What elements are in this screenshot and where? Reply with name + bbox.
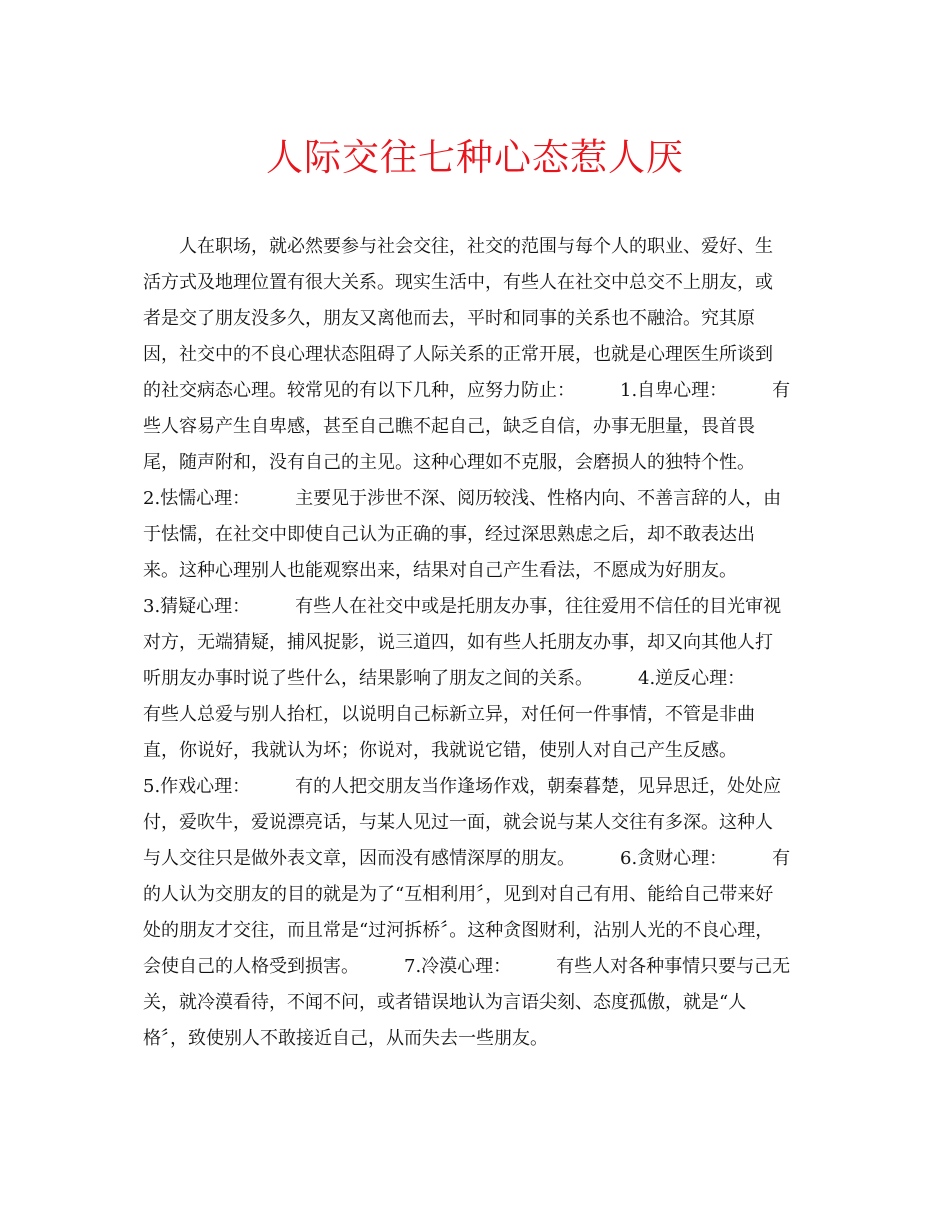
body-line: 2.怯懦心理： 主要见于涉世不深、阅历较浅、性格内向、不善言辞的人，由: [143, 488, 782, 509]
body-line: 些人容易产生自卑感，甚至自己瞧不起自己，缺乏自信，办事无胆量，畏首畏: [143, 416, 755, 437]
body-line: 者是交了朋友没多久，朋友又离他而去，平时和同事的关系也不融洽。究其原: [143, 308, 755, 329]
body-line: 格〞，致使别人不敢接近自己，从而失去一些朋友。: [143, 1028, 548, 1049]
body-line: 直，你说好，我就认为坏；你说对，我就说它错，使别人对自己产生反感。: [143, 740, 737, 761]
body-line: 关，就冷漠看待，不闻不问，或者错误地认为言语尖刻、态度孤傲，就是“人: [143, 992, 747, 1013]
body-line: 来。这种心理别人也能观察出来，结果对自己产生看法，不愿成为好朋友。: [143, 560, 737, 581]
body-line: 与人交往只是做外表文章，因而没有感情深厚的朋友。 6.贪财心理： 有: [143, 848, 791, 869]
body-line: 付，爱吹牛，爱说漂亮话，与某人见过一面，就会说与某人交往有多深。这种人: [143, 812, 773, 833]
body-line: 活方式及地理位置有很大关系。现实生活中，有些人在社交中总交不上朋友，或: [143, 272, 773, 293]
body-line: 尾，随声附和，没有自己的主见。这种心理如不克服，会磨损人的独特个性。: [143, 452, 755, 473]
body-line: 会使自己的人格受到损害。 7.冷漠心理： 有些人对各种事情只要与己无: [143, 956, 791, 977]
body-line: 的社交病态心理。较常见的有以下几种，应努力防止： 1.自卑心理： 有: [143, 380, 791, 401]
body-line: 因，社交中的不良心理状态阻碍了人际关系的正常开展，也就是心理医生所谈到: [143, 344, 773, 365]
body-line: 3.猜疑心理： 有些人在社交中或是托朋友办事，往往爱用不信任的目光审视: [143, 596, 782, 617]
body-line: 于怯懦，在社交中即使自己认为正确的事，经过深思熟虑之后，却不敢表达出: [143, 524, 755, 545]
body-line: 处的朋友才交往，而且常是“过河拆桥〞。这种贪图财利，沾别人光的不良心理，: [143, 920, 774, 941]
document-title: 人际交往七种心态惹人厌: [266, 136, 684, 179]
body-line: 有些人总爱与别人抬杠，以说明自己标新立异，对任何一件事情，不管是非曲: [143, 704, 755, 725]
body-line: 人在职场，就必然要参与社会交往，社交的范围与每个人的职业、爱好、生: [143, 236, 773, 257]
body-line: 听朋友办事时说了些什么，结果影响了朋友之间的关系。 4.逆反心理：: [143, 668, 746, 689]
body-line: 对方，无端猜疑，捕风捉影，说三道四，如有些人托朋友办事，却又向其他人打: [143, 632, 773, 653]
body-line: 的人认为交朋友的目的就是为了“互相利用〞，见到对自己有用、能给自己带来好: [143, 884, 774, 905]
body-line: 5.作戏心理： 有的人把交朋友当作逢场作戏，朝秦暮楚，见异思迁，处处应: [143, 776, 782, 797]
document-body: [143, 229, 808, 1057]
